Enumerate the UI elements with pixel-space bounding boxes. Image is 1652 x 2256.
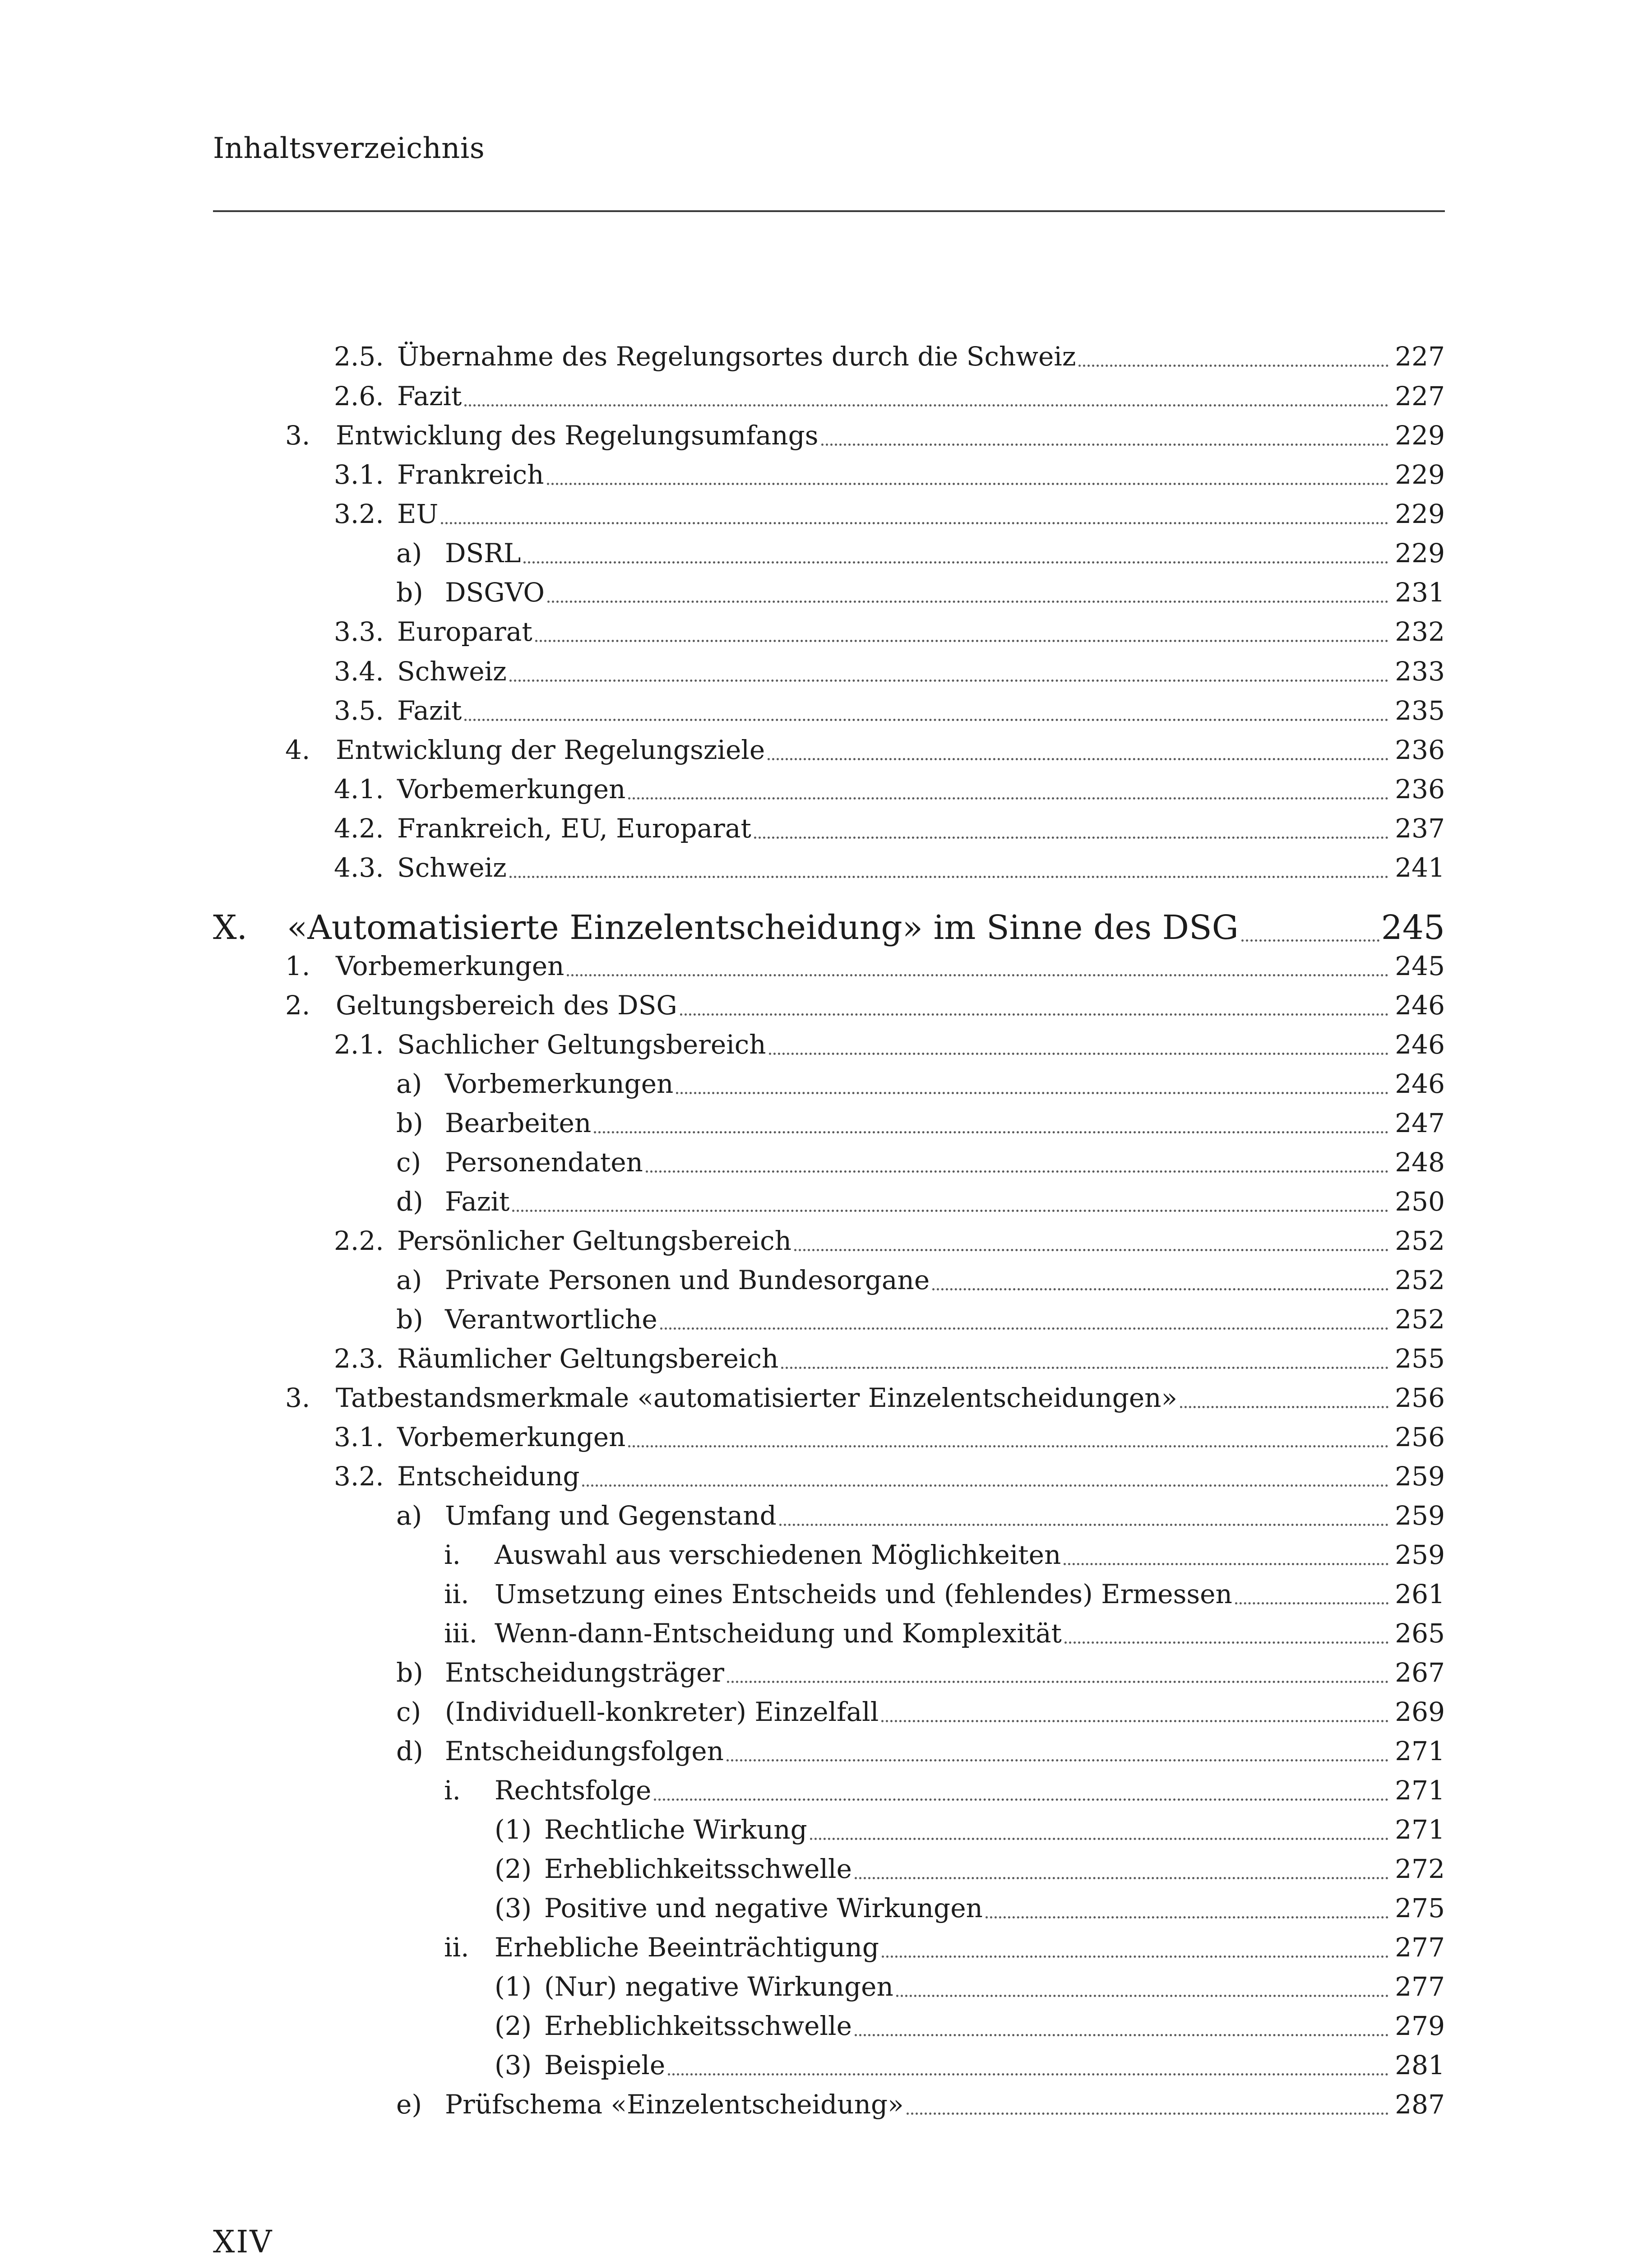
toc-entry-number: 3.1. bbox=[334, 459, 384, 490]
toc-entry-page: 232 bbox=[1395, 616, 1445, 647]
toc-entry[interactable] bbox=[0, 1607, 1445, 1649]
toc-entry-number: 3.5. bbox=[334, 695, 384, 726]
toc-entry-page: 267 bbox=[1395, 1657, 1445, 1688]
toc-entry-body bbox=[495, 1581, 1445, 1607]
toc-entry-body bbox=[544, 1895, 1445, 1921]
toc-entry[interactable] bbox=[0, 763, 1445, 802]
toc-entry-body bbox=[495, 1618, 1445, 1649]
toc-entry[interactable] bbox=[0, 940, 1445, 979]
toc-entry[interactable] bbox=[0, 1529, 1445, 1568]
toc-entry-number: c) bbox=[396, 1147, 421, 1178]
toc-entry[interactable] bbox=[0, 1293, 1445, 1335]
toc-entry[interactable] bbox=[0, 527, 1445, 569]
dot-leader bbox=[512, 1196, 1388, 1212]
dot-leader bbox=[441, 509, 1388, 524]
toc-entry-title: EU bbox=[397, 499, 439, 529]
toc-entry[interactable] bbox=[0, 1254, 1445, 1293]
toc-entry-body bbox=[397, 343, 1445, 370]
toc-entry-page: 255 bbox=[1395, 1343, 1445, 1374]
toc-entry-number: (2) bbox=[495, 1854, 532, 1884]
toc-entry-number: a) bbox=[396, 1500, 422, 1531]
toc-entry[interactable] bbox=[0, 2000, 1445, 2039]
dot-leader bbox=[1180, 1392, 1388, 1408]
toc-entry-number: 2. bbox=[285, 990, 310, 1021]
dot-leader bbox=[769, 1039, 1389, 1055]
toc-entry-number: (3) bbox=[495, 2050, 532, 2080]
dot-leader bbox=[855, 1863, 1388, 1879]
toc-entry-page: 231 bbox=[1395, 577, 1445, 608]
toc-entry-title: Positive und negative Wirkungen bbox=[544, 1893, 983, 1923]
dot-leader bbox=[986, 1903, 1388, 1919]
toc-entry[interactable] bbox=[0, 370, 1445, 409]
toc-entry[interactable] bbox=[0, 1411, 1445, 1450]
toc-entry[interactable] bbox=[0, 802, 1445, 844]
toc-entry[interactable] bbox=[0, 606, 1445, 645]
dot-leader bbox=[1064, 1628, 1388, 1644]
dot-leader bbox=[660, 1314, 1389, 1330]
dot-leader bbox=[727, 1667, 1388, 1683]
toc-entry-page: 235 bbox=[1395, 695, 1445, 726]
dot-leader bbox=[810, 1824, 1389, 1840]
toc-entry-body bbox=[397, 1461, 1445, 1492]
toc-entry[interactable] bbox=[0, 1489, 1445, 1529]
toc-entry-title: Wenn-dann-Entscheidung und Komplexität bbox=[495, 1618, 1062, 1649]
toc-entry-number: 4.3. bbox=[334, 852, 384, 883]
toc-entry-title: Umsetzung eines Entscheids und (fehlendes) Ermessen bbox=[495, 1579, 1232, 1609]
toc-entry-body bbox=[445, 538, 1445, 569]
toc-entry-number: 3.4. bbox=[334, 656, 384, 687]
toc-entry-body bbox=[397, 616, 1445, 647]
toc-entry-page: 272 bbox=[1395, 1854, 1445, 1884]
toc-entry-page: 245 bbox=[1381, 908, 1445, 947]
toc-entry-number: d) bbox=[396, 1736, 423, 1766]
dot-leader bbox=[523, 548, 1388, 564]
dot-leader bbox=[932, 1275, 1388, 1290]
toc-entry[interactable] bbox=[0, 1921, 1445, 1963]
toc-entry[interactable] bbox=[0, 724, 1445, 763]
dot-leader bbox=[794, 1235, 1388, 1251]
toc-entry-page: 246 bbox=[1395, 1068, 1445, 1099]
toc-entry-page: 252 bbox=[1395, 1265, 1445, 1295]
toc-entry-title: Personendaten bbox=[445, 1147, 643, 1178]
toc-entry-body bbox=[336, 420, 1445, 451]
toc-entry[interactable] bbox=[0, 488, 1445, 527]
toc-entry-body bbox=[397, 459, 1445, 490]
toc-entry-number: 3. bbox=[285, 1382, 310, 1413]
toc-entry-title: Fazit bbox=[397, 381, 462, 411]
dot-leader bbox=[594, 1118, 1388, 1133]
toc-entry-body bbox=[397, 813, 1445, 844]
toc-entry[interactable] bbox=[0, 1646, 1445, 1686]
dot-leader bbox=[882, 1942, 1388, 1958]
toc-entry-title: Private Personen und Bundesorgane bbox=[445, 1265, 930, 1295]
toc-entry-page: 246 bbox=[1395, 990, 1445, 1021]
toc-entry-body bbox=[445, 1699, 1445, 1725]
toc-entry[interactable] bbox=[0, 1725, 1445, 1764]
toc-entry[interactable] bbox=[0, 330, 1445, 370]
toc-entry-page: 227 bbox=[1395, 381, 1445, 411]
toc-entry-title: Erheblichkeitsschwelle bbox=[544, 2011, 852, 2041]
dot-leader bbox=[881, 1706, 1388, 1722]
toc-entry-page: 252 bbox=[1395, 1304, 1445, 1335]
toc-entry-page: 269 bbox=[1395, 1697, 1445, 1727]
toc-entry-body bbox=[445, 1738, 1445, 1764]
toc-entry-page: 265 bbox=[1395, 1618, 1445, 1649]
dot-leader bbox=[628, 784, 1388, 800]
running-head: Inhaltsverzeichnis bbox=[213, 132, 485, 165]
dot-leader bbox=[781, 1353, 1388, 1369]
toc-entry[interactable] bbox=[0, 1764, 1445, 1806]
toc-entry[interactable] bbox=[0, 684, 1445, 724]
toc-entry-number: 4.1. bbox=[334, 774, 384, 804]
toc-entry[interactable] bbox=[0, 645, 1445, 687]
toc-entry-page: 256 bbox=[1395, 1382, 1445, 1413]
dot-leader bbox=[896, 1981, 1388, 1997]
toc-entry-title: Frankreich, EU, Europarat bbox=[397, 813, 751, 844]
toc-entry[interactable] bbox=[0, 566, 1445, 606]
dot-leader bbox=[535, 626, 1389, 642]
toc-entry-number: a) bbox=[396, 538, 422, 569]
toc-entry-body bbox=[397, 1225, 1445, 1256]
toc-entry-title: Vorbemerkungen bbox=[397, 1422, 626, 1452]
toc-entry-number: ii. bbox=[444, 1932, 469, 1963]
toc-entry[interactable] bbox=[0, 1175, 1445, 1215]
toc-chapter-entry[interactable] bbox=[0, 899, 1445, 947]
toc-entry-body bbox=[397, 776, 1445, 802]
toc-entry-body bbox=[336, 1382, 1445, 1413]
toc-entry-number: 2.2. bbox=[334, 1225, 384, 1256]
dot-leader bbox=[464, 705, 1388, 721]
dot-leader bbox=[768, 744, 1388, 760]
toc-entry-body bbox=[445, 1502, 1445, 1529]
toc-entry-title: Verantwortliche bbox=[445, 1304, 657, 1335]
toc-entry-number: 4.2. bbox=[334, 813, 384, 844]
toc-entry-page: 271 bbox=[1395, 1775, 1445, 1806]
dot-leader bbox=[567, 961, 1388, 976]
toc-entry-title: Vorbemerkungen bbox=[445, 1068, 674, 1099]
toc-entry-body bbox=[397, 1031, 1445, 1058]
toc-entry-page: 271 bbox=[1395, 1736, 1445, 1766]
toc-entry-title: Tatbestandsmerkmale «automatisierter Einzelentscheidungen» bbox=[336, 1382, 1178, 1413]
toc-entry[interactable] bbox=[0, 841, 1445, 881]
dot-leader bbox=[547, 469, 1389, 485]
toc-entry-number: (2) bbox=[495, 2011, 532, 2041]
page-number: XIV bbox=[213, 2224, 273, 2256]
toc-entry-page: 277 bbox=[1395, 1932, 1445, 1963]
toc-entry[interactable] bbox=[0, 409, 1445, 451]
toc-entry-title: Entscheidungsträger bbox=[445, 1657, 724, 1688]
toc-entry-title: (Individuell-konkreter) Einzelfall bbox=[445, 1697, 879, 1727]
toc-entry-title: (Nur) negative Wirkungen bbox=[544, 1971, 893, 2002]
toc-entry-title: Sachlicher Geltungsbereich bbox=[397, 1029, 766, 1060]
toc-entry-number: 2.6. bbox=[334, 381, 384, 411]
toc-entry-page: 246 bbox=[1395, 1029, 1445, 1060]
toc-entry-body bbox=[445, 579, 1445, 606]
toc-entry-title: Entscheidungsfolgen bbox=[445, 1736, 724, 1766]
toc-entry-title: Fazit bbox=[397, 695, 462, 726]
toc-entry-page: 277 bbox=[1395, 1971, 1445, 2002]
dot-leader bbox=[1078, 351, 1388, 367]
toc-entry-number: i. bbox=[444, 1775, 461, 1806]
toc-entry-title: Schweiz bbox=[397, 656, 507, 687]
toc-entry-page: 229 bbox=[1395, 538, 1445, 569]
toc-entry-number: 3. bbox=[285, 420, 310, 451]
toc-entry-number: 4. bbox=[285, 735, 310, 765]
toc-entry[interactable] bbox=[0, 1450, 1445, 1492]
toc-entry-page: 229 bbox=[1395, 420, 1445, 451]
toc-entry-number: X. bbox=[213, 908, 248, 947]
toc-entry[interactable] bbox=[0, 1882, 1445, 1921]
toc-entry-number: (1) bbox=[495, 1814, 532, 1845]
toc-entry-page: 241 bbox=[1395, 852, 1445, 883]
toc-entry-page: 245 bbox=[1395, 951, 1445, 981]
toc-entry-page: 259 bbox=[1395, 1500, 1445, 1531]
toc-entry-number: c) bbox=[396, 1697, 421, 1727]
toc-entry-title: Bearbeiten bbox=[445, 1108, 592, 1138]
toc-entry-body bbox=[336, 737, 1445, 763]
toc-entry-body bbox=[544, 1856, 1445, 1882]
toc-entry-page: 256 bbox=[1395, 1422, 1445, 1452]
dot-leader bbox=[676, 1078, 1388, 1094]
toc-entry[interactable] bbox=[0, 2078, 1445, 2120]
dot-leader bbox=[509, 666, 1389, 682]
toc-entry-number: iii. bbox=[444, 1618, 478, 1649]
toc-entry-page: 271 bbox=[1395, 1814, 1445, 1845]
dot-leader bbox=[754, 823, 1388, 839]
dot-leader bbox=[779, 1510, 1389, 1526]
toc-entry-body bbox=[445, 1110, 1445, 1136]
toc-entry-number: b) bbox=[396, 577, 423, 608]
toc-entry-body bbox=[445, 1068, 1445, 1099]
toc-entry-title: Umfang und Gegenstand bbox=[445, 1500, 777, 1531]
toc-entry-body bbox=[445, 1657, 1445, 1688]
toc-entry-page: 227 bbox=[1395, 341, 1445, 372]
toc-entry-body bbox=[495, 1775, 1445, 1806]
toc-entry-page: 279 bbox=[1395, 2011, 1445, 2041]
toc-entry-title: Räumlicher Geltungsbereich bbox=[397, 1343, 779, 1374]
dot-leader bbox=[1241, 926, 1379, 942]
toc-entry-number: b) bbox=[396, 1108, 423, 1138]
toc-entry-page: 236 bbox=[1395, 774, 1445, 804]
toc-entry-number: b) bbox=[396, 1304, 423, 1335]
toc-entry-page: 229 bbox=[1395, 499, 1445, 529]
dot-leader bbox=[1235, 1589, 1388, 1604]
toc-entry-body bbox=[397, 383, 1445, 409]
toc-entry-body bbox=[544, 1971, 1445, 2002]
toc-entry-body bbox=[336, 953, 1445, 979]
toc-entry-number: 3.2. bbox=[334, 499, 384, 529]
toc-entry-title: Entscheidung bbox=[397, 1461, 580, 1492]
toc-entry-body bbox=[397, 852, 1445, 883]
toc-entry-number: 1. bbox=[285, 951, 310, 981]
toc-entry-number: a) bbox=[396, 1265, 422, 1295]
toc-entry-title: Beispiele bbox=[544, 2050, 666, 2080]
toc-entry-number: d) bbox=[396, 1186, 423, 1217]
toc-entry[interactable] bbox=[0, 1568, 1445, 1607]
toc-entry[interactable] bbox=[0, 1332, 1445, 1372]
toc-entry[interactable] bbox=[0, 448, 1445, 488]
toc-entry-page: 252 bbox=[1395, 1225, 1445, 1256]
toc-entry-title: Frankreich bbox=[397, 459, 544, 490]
toc-entry-number: a) bbox=[396, 1068, 422, 1099]
toc-entry-title: Übernahme des Regelungsortes durch die Schweiz bbox=[397, 341, 1076, 372]
toc-entry[interactable] bbox=[0, 1058, 1445, 1097]
toc-entry[interactable] bbox=[0, 979, 1445, 1021]
dot-leader bbox=[855, 2020, 1388, 2036]
toc-entry-title: Schweiz bbox=[397, 852, 507, 883]
toc-entry[interactable] bbox=[0, 1018, 1445, 1058]
toc-entry-body bbox=[544, 2052, 1445, 2078]
toc-entry-body bbox=[336, 990, 1445, 1021]
toc-entry-title: DSRL bbox=[445, 538, 521, 569]
dot-leader bbox=[668, 2060, 1388, 2076]
toc-entry-page: 259 bbox=[1395, 1461, 1445, 1492]
toc-entry-title: Vorbemerkungen bbox=[336, 951, 565, 981]
toc-entry-title: Erheblichkeitsschwelle bbox=[544, 1854, 852, 1884]
dot-leader bbox=[654, 1785, 1388, 1801]
dot-leader bbox=[628, 1432, 1388, 1447]
toc-entry-body bbox=[397, 656, 1445, 687]
toc-entry-title: «Automatisierte Einzelentscheidung» im Sinne des DSG bbox=[287, 908, 1239, 947]
toc-entry-title: Prüfschema «Einzelentscheidung» bbox=[445, 2089, 904, 2120]
toc-entry-page: 248 bbox=[1395, 1147, 1445, 1178]
toc-entry-number: 2.3. bbox=[334, 1343, 384, 1374]
toc-entry-body bbox=[445, 1147, 1445, 1178]
dot-leader bbox=[1064, 1549, 1388, 1565]
toc-entry-page: 259 bbox=[1395, 1539, 1445, 1570]
dot-leader bbox=[464, 391, 1388, 407]
toc-entry-page: 287 bbox=[1395, 2089, 1445, 2120]
toc-entry-number: 2.5. bbox=[334, 341, 384, 372]
toc-entry-page: 233 bbox=[1395, 656, 1445, 687]
toc-entry-number: 3.1. bbox=[334, 1422, 384, 1452]
toc-entry-title: Entwicklung des Regelungsumfangs bbox=[336, 420, 819, 451]
toc-entry-page: 275 bbox=[1395, 1893, 1445, 1923]
dot-leader bbox=[907, 2099, 1389, 2115]
toc-entry-body bbox=[544, 2013, 1445, 2039]
toc-entry-body bbox=[445, 1188, 1445, 1215]
toc-entry-number: ii. bbox=[444, 1579, 469, 1609]
toc-entry-title: Entwicklung der Regelungsziele bbox=[336, 735, 765, 765]
toc-entry-body bbox=[397, 1424, 1445, 1450]
toc-entry-title: Vorbemerkungen bbox=[397, 774, 626, 804]
toc-entry-page: 250 bbox=[1395, 1186, 1445, 1217]
toc-entry-title: Erhebliche Beeinträchtigung bbox=[495, 1932, 879, 1963]
toc-entry-body bbox=[397, 1345, 1445, 1372]
toc-entry-title: Geltungsbereich des DSG bbox=[336, 990, 677, 1021]
toc-entry-body bbox=[544, 1814, 1445, 1845]
dot-leader bbox=[821, 430, 1389, 446]
toc-entry-number: b) bbox=[396, 1657, 423, 1688]
toc-entry[interactable] bbox=[0, 2039, 1445, 2078]
toc-entry-body bbox=[495, 1932, 1445, 1963]
dot-leader bbox=[582, 1471, 1388, 1487]
toc-entry-number: i. bbox=[444, 1539, 461, 1570]
toc-entry-title: Rechtsfolge bbox=[495, 1775, 652, 1806]
toc-entry-page: 236 bbox=[1395, 735, 1445, 765]
toc-entry-page: 247 bbox=[1395, 1108, 1445, 1138]
toc-entry-number: 2.1. bbox=[334, 1029, 384, 1060]
toc-entry[interactable] bbox=[0, 1097, 1445, 1136]
toc-entry[interactable] bbox=[0, 1843, 1445, 1882]
toc-entry-number: 3.3. bbox=[334, 616, 384, 647]
toc-entry[interactable] bbox=[0, 1372, 1445, 1411]
toc-entry-body bbox=[445, 1304, 1445, 1335]
toc-entry-number: e) bbox=[396, 2089, 422, 2120]
toc-entry[interactable] bbox=[0, 1215, 1445, 1254]
toc-entry-number: (1) bbox=[495, 1971, 532, 2002]
toc-entry-body bbox=[445, 1267, 1445, 1293]
toc-entry-number: (3) bbox=[495, 1893, 532, 1923]
toc-entry-body bbox=[397, 501, 1445, 527]
toc-entry[interactable] bbox=[0, 1686, 1445, 1725]
dot-leader bbox=[727, 1746, 1388, 1761]
dot-leader bbox=[547, 587, 1388, 603]
toc-entry-body bbox=[445, 2089, 1445, 2120]
toc-entry-number: 3.2. bbox=[334, 1461, 384, 1492]
toc-entry-title: Persönlicher Geltungsbereich bbox=[397, 1225, 791, 1256]
toc-entry-page: 237 bbox=[1395, 813, 1445, 844]
toc-entry[interactable] bbox=[0, 1136, 1445, 1178]
toc-entry[interactable] bbox=[0, 1960, 1445, 2000]
dot-leader bbox=[646, 1157, 1388, 1173]
toc-entry-title: Europarat bbox=[397, 616, 532, 647]
toc-entry-page: 281 bbox=[1395, 2050, 1445, 2080]
toc-entry-body bbox=[287, 908, 1445, 947]
toc-entry[interactable] bbox=[0, 1803, 1445, 1843]
toc-entry-body bbox=[495, 1539, 1445, 1570]
toc-entry-title: Fazit bbox=[445, 1186, 510, 1217]
toc-entry-page: 261 bbox=[1395, 1579, 1445, 1609]
toc-entry-title: DSGVO bbox=[445, 577, 545, 608]
toc-entry-body bbox=[397, 695, 1445, 726]
toc-entry-page: 229 bbox=[1395, 459, 1445, 490]
toc-entry-title: Rechtliche Wirkung bbox=[544, 1814, 807, 1845]
dot-leader bbox=[680, 1000, 1389, 1016]
dot-leader bbox=[509, 862, 1389, 878]
toc-entry-title: Auswahl aus verschiedenen Möglichkeiten bbox=[495, 1539, 1061, 1570]
